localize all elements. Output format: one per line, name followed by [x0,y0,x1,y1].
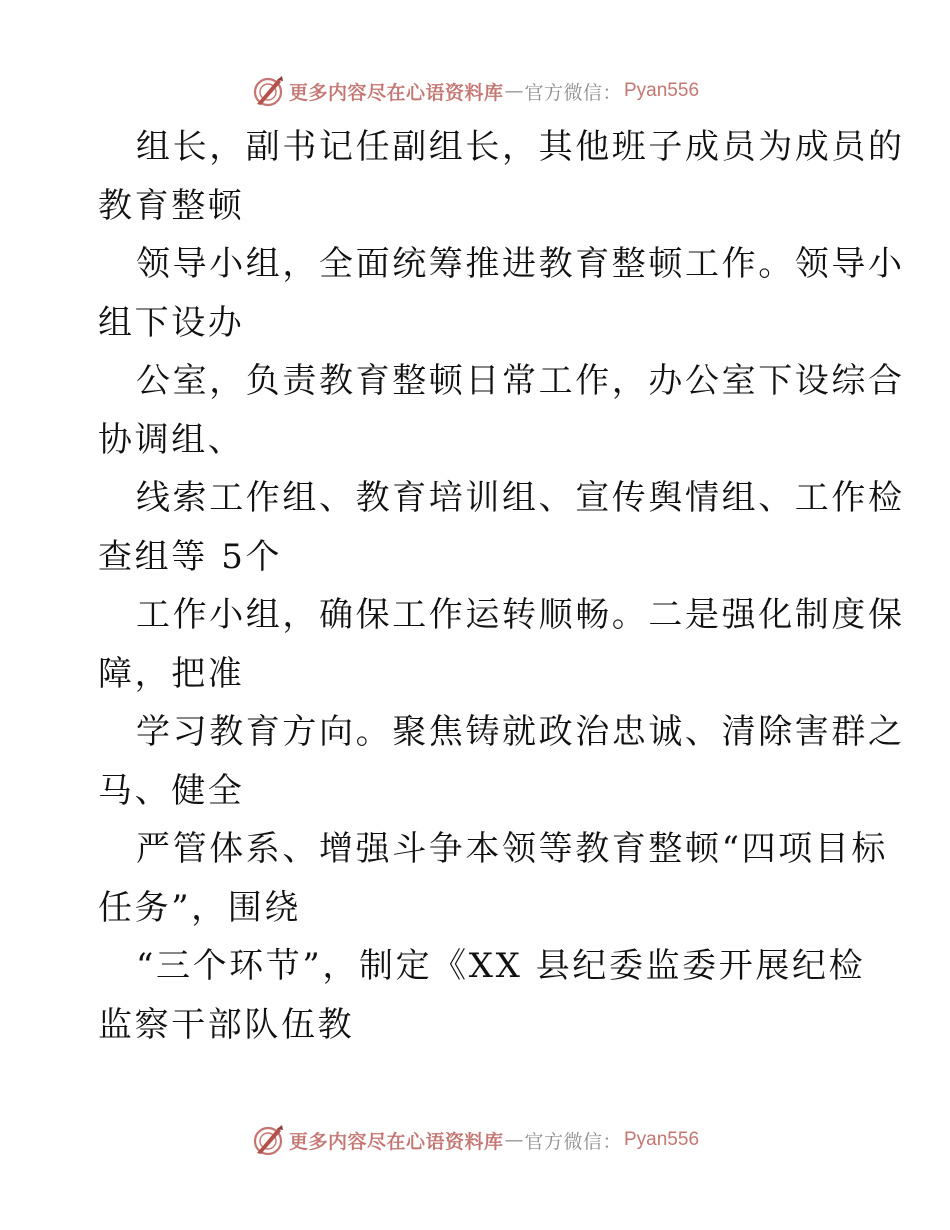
text-line: 查组等 5个 [98,536,283,577]
watermark-official-label: 官方微信： [524,81,622,104]
text-line: 线索工作组、教育培训组、宣传舆情组、工作检 [136,478,905,518]
quill-logo-icon [251,1123,285,1157]
text-line: 公室，负责教育整顿日常工作，办公室下设综合 [136,361,905,401]
text-line: 工作小组，确保工作运转顺畅。二是强化制度保 [136,595,905,635]
watermark-text: 更多内容尽在心语资料库 [288,1130,504,1153]
watermark-dash: — [504,80,524,102]
watermark-wechat-id: Pyan556 [624,80,700,101]
text-line: 严管体系、增强斗争本领等教育整顿“四项目标 [136,829,888,869]
header-watermark [0,71,950,111]
text-line: 组长，副书记任副组长，其他班子成员为成员的 [136,127,905,167]
text-line: 学习教育方向。聚焦铸就政治忠诚、清除害群之 [136,712,905,752]
quill-logo-icon [251,74,285,108]
text-line: 监察干部队伍教 [98,1004,355,1045]
text-line: “三个环节”，制定《XX 县纪委监委开展纪检 [136,946,866,986]
text-line: 领导小组，全面统筹推进教育整顿工作。领导小 [136,244,905,284]
watermark-text: 更多内容尽在心语资料库 [288,81,504,104]
body-text [98,118,905,1054]
text-line: 障，把准 [98,653,245,694]
watermark-dash: — [504,1129,524,1151]
text-line: 任务”，围绕 [98,887,301,928]
watermark-official-label: 官方微信： [524,1130,622,1153]
text-line: 协调组、 [98,419,245,460]
footer-watermark [0,1120,950,1160]
watermark-wechat-id: Pyan556 [624,1129,700,1150]
text-line: 教育整顿 [98,185,245,226]
text-line: 组下设办 [98,302,245,343]
text-line: 马、健全 [98,770,245,811]
